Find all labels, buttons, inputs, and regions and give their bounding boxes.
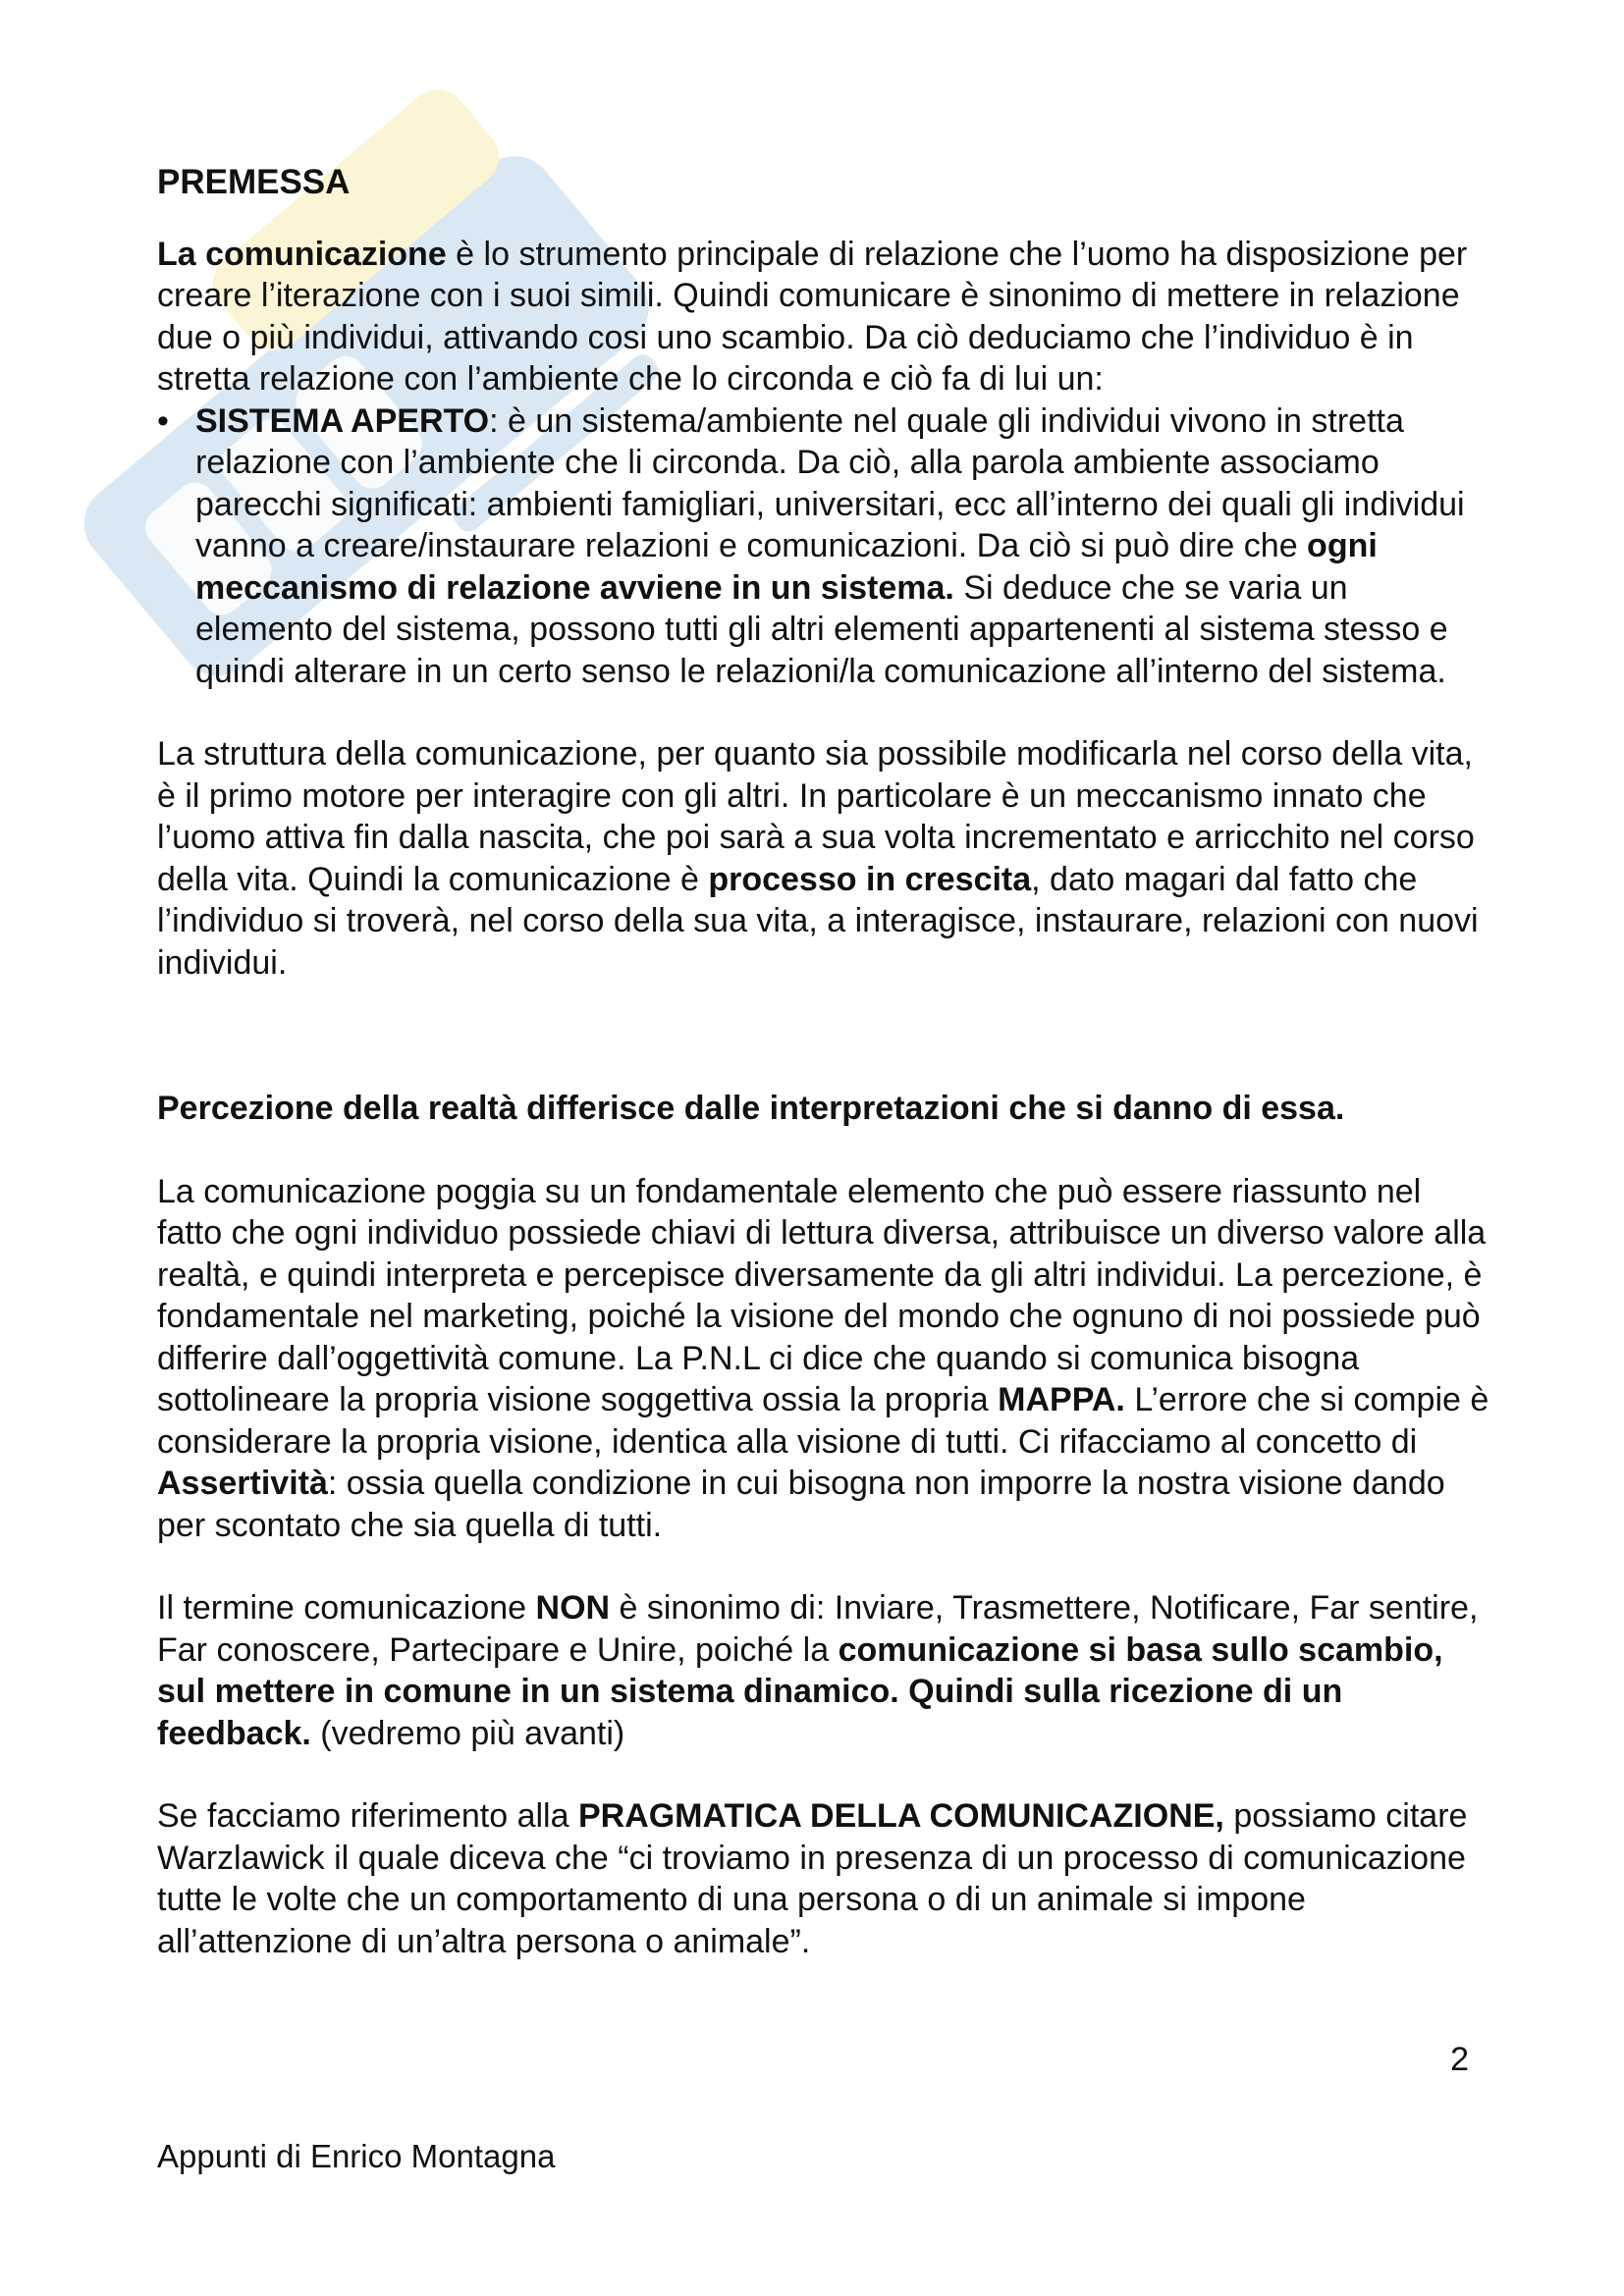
page-title: PREMESSA [157, 163, 351, 201]
page-footer: Appunti di Enrico Montagna [157, 2138, 556, 2174]
page-number: 2 [1450, 2041, 1469, 2078]
paragraph-intro: La comunicazione è lo strumento principale di relazione che l’uomo ha disposizione per creare l’iterazione con i suoi simili. Quindi comunicare è sinonimo di mettere in relazione due o più individui, attivando cosi uno scambio. Da ciò deduciamo che l’individuo è in stretta relazione con l’ambiente che lo circonda e ciò fa di lui un: [157, 235, 1468, 398]
paragraph-term: Il termine comunicazione NON è sinonimo di: Inviare, Trasmettere, Notificare, Far sentire, Far conoscere, Partecipare e Unire, poiché la comunicazione si basa sullo scambio, sul mettere in comune in un sistema dinamico. Quindi sulla ricezione di un feedback. (vedremo più avanti) [157, 1589, 1479, 1752]
document-page [157, 147, 1492, 1962]
paragraph-perception: La comunicazione poggia su un fondamentale elemento che può essere riassunto nel fatto che ogni individuo possiede chiavi di lettura diversa, attribuisce un diverso valore alla realtà, e quindi interpreta e percepisce diversamente da gli altri individui. La percezione, è fondamentale nel marketing, poiché la visione del mondo che ognuno di noi possiede può differire dall’oggettività comune. La P.N.L ci dice che quando si comunica bisogna sottolineare la propria visione soggettiva ossia la propria MAPPA. L’errore che si compie è considerare la propria visione, identica alla visione di tutti. Ci rifacciamo al concetto di Assertività: ossia quella condizione in cui bisogna non imporre la nostra visione dando per scontato che sia quella di tutti. [157, 1172, 1489, 1544]
bullet-icon: • [157, 401, 169, 440]
paragraph-structure: La struttura della comunicazione, per quanto sia possibile modificarla nel corso della vita, è il primo motore per interagire con gli altri. In particolare è un meccanismo innato che l’uomo attiva fin dalla nascita, che poi sarà a sua volta incrementato e arricchito nel corso della vita. Quindi la comunicazione è processo in crescita, dato magari dal fatto che l’individuo si troverà, nel corso della sua vita, a interagisce, instaurare, relazioni con nuovi individui. [157, 735, 1479, 982]
section-subheading: Percezione della realtà differisce dalle interpretazioni che si danno di essa. [157, 1090, 1345, 1127]
paragraph-pragmatics: Se facciamo riferimento alla PRAGMATICA DELLA COMUNICAZIONE, possiamo citare Warzlawick il quale diceva che “ci troviamo in presenza di un processo di comunicazione tutte le volte che un comportamento di una persona o di un animale si impone all’attenzione di un’altra persona o animale”. [157, 1797, 1468, 1960]
list-item: • SISTEMA APERTO: è un sistema/ambiente nel quale gli individui vivono in stretta relazione con l’ambiente che li circonda. Da ciò, alla parola ambiente associamo parecchi significati: ambienti famigliari, universitari, ecc all’interno dei quali gli individui vanno a creare/instaurare relazioni e comunicazioni. Da ciò si può dire che ogni meccanismo di relazione avviene in un sistema. Si deduce che se varia un elemento del sistema, possono tutti gli altri elementi appartenenti al sistema stesso e quindi alterare in un certo senso le relazioni/la comunicazione all’interno del sistema. [157, 401, 1465, 690]
bullet-list [157, 400, 1492, 693]
